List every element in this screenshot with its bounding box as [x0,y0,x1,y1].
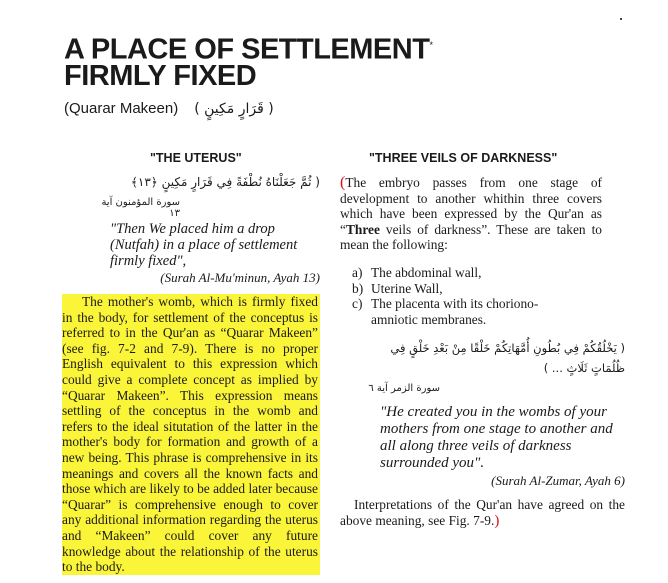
footnote-asterisk: * [429,40,433,50]
title-text: A PLACE OF SETTLEMENT [64,33,430,66]
right-heading: "THREE VEILS OF DARKNESS" [369,151,558,165]
list-marker: b) [352,280,364,296]
left-heading: "THE UTERUS" [150,151,242,165]
list-item [352,296,602,327]
intro-text: The embryo passes from one stage of development to another whithin three covers which have been expressed by the Qur'an as “ [340,175,602,237]
right-quote: "He created you in the wombs of your mothers from one stage to another and all along three veils of darkness surrounded you". [380,404,613,472]
scan-speck [620,18,622,20]
subtitle-text: (Quarar Makeen) [64,100,179,117]
right-list [352,265,602,327]
intro-text-end: veils of darkness”. These are taken to mean the following: [340,221,602,253]
list-marker: c) [352,296,363,312]
right-column [340,151,625,530]
list-text: The placenta with its choriono-amniotic membranes. [371,296,539,327]
list-item [352,265,602,281]
page-title-line2: FIRMLY FIXED [64,60,257,92]
left-citation: (Surah Al-Mu'minun, Ayah 13) [160,270,320,285]
left-quote: "Then We placed him a drop (Nutfah) in a place of settlement firmly fixed", [110,221,298,269]
right-intro [340,175,602,253]
right-closing [340,497,625,529]
list-item [352,281,602,297]
list-marker: a) [352,264,363,280]
closing-text: Interpretations of the Qur'an have agreed on the above meaning, see Fig. 7-9. [340,497,625,528]
right-citation: (Surah Al-Zumar, Ayah 6) [491,473,625,489]
intro-bold: Three [345,221,380,237]
right-arabic-verse-line1: ( يَخْلُقُكُمْ فِي بُطُونِ أُمَّهَاتِكُمْ خَلْقًا مِنْ بَعْدِ خَلْقٍ فِي [390,341,625,356]
right-arabic-ref: سورة الزمر آية ٦ [368,383,440,395]
left-paragraph-highlighted: The mother's womb, which is firmly fixed in the body, for settlement of the conceptus is referred to in the Qur'an as “Quarar Makeen” (see fig. 7-2 and 7-9). There is no proper English equivalent to this expression which could give a complete concept as implied by “Quarar Makeen”. This expression means settling of the conceptus in the womb and refers to the ideal situtation of the latter in the mother's body for formation and growth of a new being. This phrase is comprehensive in its meanings and covers all the known facts and those which are likely to be added later because “Quarar” is comprehensive enough to cover any additional information regarding the uterus and “Makeen” could cover any future knowledge about the relationship of the uterus to the body. [62,294,318,575]
right-arabic-verse-line2: ظُلُمَاتٍ ثَلَاثٍ ... ) [543,361,625,376]
subtitle-arabic: ( قَرَارٍ مَكِينٍ ) [194,101,274,117]
left-arabic-ref: سورة المؤمنون آية ١٣ [101,197,180,219]
pen-bracket-mark-end: ) [494,512,500,529]
left-arabic-verse: ( ثُمَّ جَعَلْنَاهُ نُطْفَةً فِي قَرَارٍ مَكِينٍ ﴿١٣﴾ [130,175,320,189]
left-column [62,151,320,575]
subtitle [64,100,274,117]
list-text: Uterine Wall, [371,280,443,296]
list-text: The abdominal wall, [371,264,482,280]
pen-bracket-mark: ( [340,174,346,191]
